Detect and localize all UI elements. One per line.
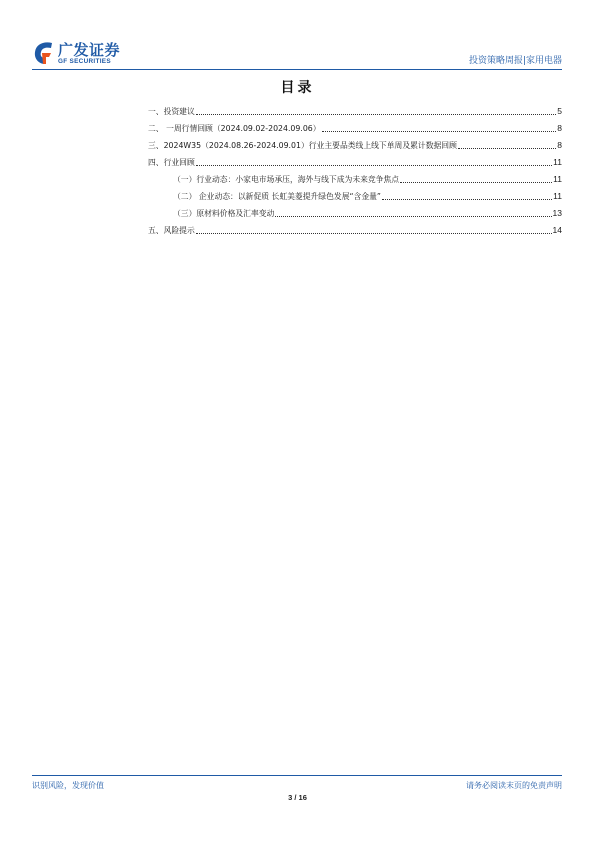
toc-entry-page: 14 (552, 225, 562, 235)
toc-subentry[interactable] (148, 185, 562, 202)
toc-subentry[interactable] (148, 168, 562, 185)
logo-en-text: GF SECURITIES (58, 58, 111, 65)
footer-disclaimer-note: 请务必阅读末页的免责声明 (466, 781, 562, 790)
toc-leader-dots (400, 182, 552, 183)
toc-leader-dots (382, 199, 552, 200)
company-logo (32, 36, 132, 70)
toc-entry-page: 11 (553, 174, 562, 184)
toc-entry[interactable] (148, 100, 562, 117)
toc-leader-dots (275, 216, 551, 217)
toc-entry[interactable] (148, 117, 562, 134)
header-divider (32, 69, 562, 70)
toc-entry-page: 8 (557, 123, 562, 133)
toc-leader-dots (458, 148, 556, 149)
toc-entry[interactable] (148, 134, 562, 151)
toc-entry-page: 11 (553, 191, 562, 201)
toc-entry-label: 三、2024W35（2024.08.26-2024.09.01）行业主要品类线上线下单周及累计数据回顾 (148, 141, 457, 150)
toc-entry-label: 四、行业回顾 (148, 158, 195, 167)
toc-subentry[interactable] (148, 202, 562, 219)
toc-entry-label: 二、 一周行情回顾（2024.09.02-2024.09.06） (148, 124, 321, 133)
toc-entry-page: 13 (552, 208, 562, 218)
toc-title: 目录 (280, 80, 315, 96)
toc-entry-label: 五、风险提示 (148, 226, 195, 235)
toc-entry-page: 8 (557, 140, 562, 150)
toc-leader-dots (196, 165, 552, 166)
page-header (32, 36, 562, 70)
table-of-contents (148, 100, 562, 236)
toc-leader-dots (196, 114, 556, 115)
report-type: 投资策略周报|家用电器 (468, 56, 562, 66)
toc-leader-dots (322, 131, 557, 132)
toc-entry[interactable] (148, 219, 562, 236)
page-number: 3 / 16 (288, 793, 307, 802)
toc-entry-label: （三）原材料价格及汇率变动 (173, 209, 275, 218)
footer-slogan: 识别风险，发现价值 (32, 781, 104, 790)
gf-logo-icon (32, 40, 54, 66)
footer-divider (32, 775, 562, 776)
toc-entry-page: 5 (557, 106, 562, 116)
logo-cn-text: 广发证券 (58, 41, 121, 59)
toc-entry-label: （一）行业动态：小家电市场承压，海外与线下成为未来竞争焦点 (173, 175, 400, 184)
toc-entry-label: 一、投资建议 (148, 107, 195, 116)
toc-leader-dots (196, 233, 552, 234)
toc-entry-page: 11 (553, 157, 562, 167)
toc-entry-label: （二） 企业动态：以新促质 长虹美菱提升绿色发展“含金量” (173, 192, 381, 201)
toc-entry[interactable] (148, 151, 562, 168)
